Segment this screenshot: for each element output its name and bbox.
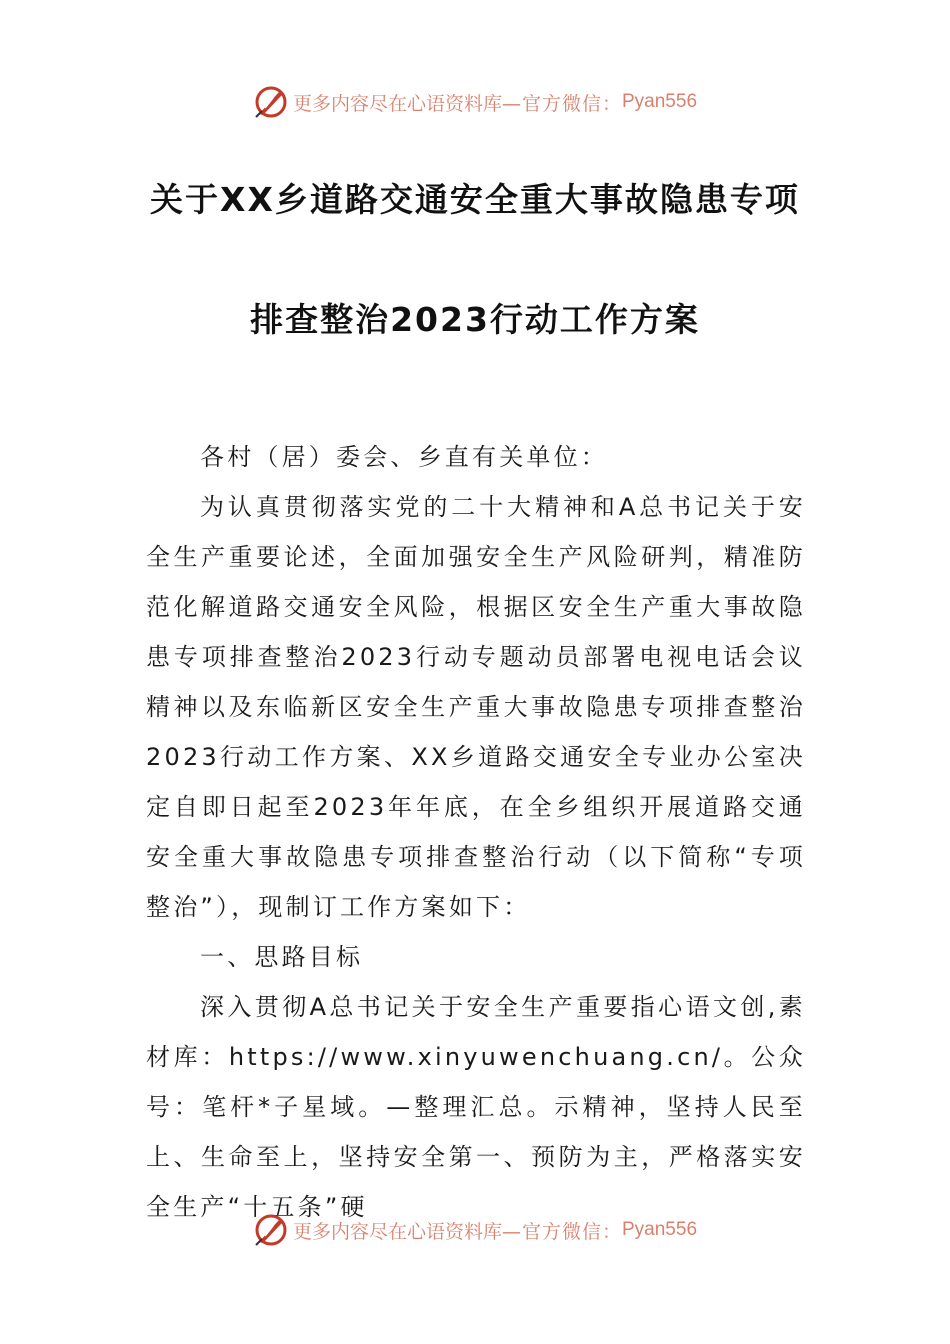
footer-banner [0,1210,950,1250]
quill-logo-icon [253,84,289,120]
section-1-paragraph: 深入贯彻A总书记关于安全生产重要指心语文创,素材库：https://www.xinyuwenchuang.cn/。公众号：笔杆*子星域。—整理汇总。示精神，坚持人民至上、生命至上，坚持安全第一、预防为主，严格落实安全生产“十五条”硬 [146,993,806,1221]
document-body [146,432,806,1232]
salutation: 各村（居）委会、乡直有关单位： [200,443,608,471]
quill-logo-icon [253,1212,289,1248]
banner-wechat-handle: Pyan556 [622,1219,698,1240]
document-title-line-2: 排查整治2023行动工作方案 [250,300,700,339]
document-title-line-1: 关于XX乡道路交通安全重大事故隐患专项 [150,180,800,219]
header-banner [0,82,950,122]
banner-contact-text: —官方微信： [501,1220,622,1243]
banner-contact-text: —官方微信： [501,92,622,115]
banner-site-text: 更多内容尽在心语资料库 [292,92,502,115]
banner-site-text: 更多内容尽在心语资料库 [292,1220,502,1243]
section-1-heading: 一、思路目标 [200,943,364,971]
intro-paragraph: 为认真贯彻落实党的二十大精神和A总书记关于安全生产重要论述，全面加强安全生产风险研判，精准防范化解道路交通安全风险，根据区安全生产重大事故隐患专项排查整治2023行动专题动员部署电视电话会议精神以及东临新区安全生产重大事故隐患专项排查整治2023行动工作方案、XX乡道路交通安全专业办公室决定自即日起至2023年年底，在全乡组织开展道路交通安全重大事故隐患专项排查整治行动（以下简称“专项整治”），现制订工作方案如下： [146,493,806,921]
banner-wechat-handle: Pyan556 [622,91,698,112]
